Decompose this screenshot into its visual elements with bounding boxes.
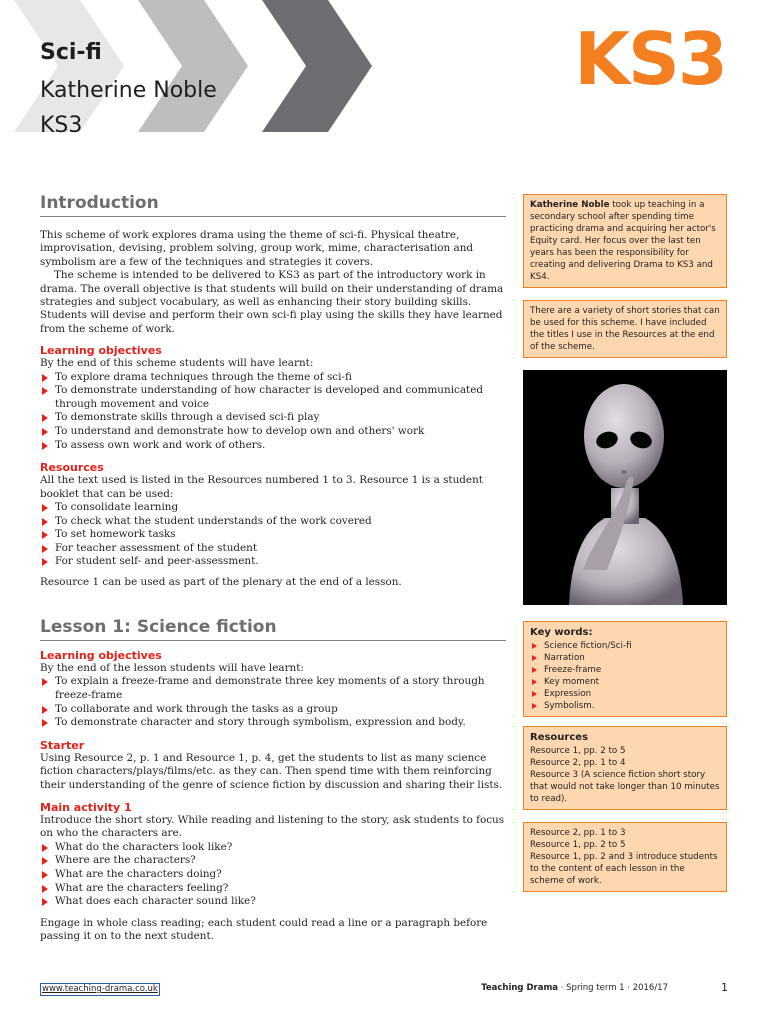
resource-line: Resource 2, pp. 1 to 3: [530, 828, 626, 838]
list-item: What do the characters look like?: [40, 841, 506, 855]
introduction-section: [40, 193, 506, 589]
list-item: To check what the student understands of the work covered: [40, 515, 506, 529]
list-item: To demonstrate understanding of how character is developed and communicated through movement and voice: [40, 384, 506, 411]
learning-objectives-intro: By the end of this scheme students will have learnt:: [40, 357, 314, 370]
resource-line: Resource 1, pp. 2 to 5: [530, 840, 626, 850]
list-item: To explore drama techniques through the theme of sci-fi: [40, 371, 506, 385]
list-item: To demonstrate skills through a devised sci-fi play: [40, 411, 506, 425]
list-item: To consolidate learning: [40, 501, 506, 515]
list-item: Narration: [530, 652, 720, 664]
lesson-1-section: [40, 617, 506, 944]
lesson-objectives-heading: Learning objectives: [40, 649, 162, 662]
main-activity-intro: Introduce the short story. While reading and listening to the story, ask students to focus on who the characters are.: [40, 814, 505, 840]
sidebar-resources-box-2: [523, 822, 727, 892]
key-words-box: [523, 621, 727, 717]
list-item: Key moment: [530, 676, 720, 688]
list-item: To understand and demonstrate how to develop own and others' work: [40, 425, 506, 439]
list-item: Science fiction/Sci-fi: [530, 640, 720, 652]
list-item: To demonstrate character and story through symbolism, expression and body.: [40, 716, 506, 730]
page-number: 1: [721, 981, 728, 994]
resource-line: Resource 3 (A science fiction short story that would not take longer than 10 minutes to read).: [530, 770, 720, 804]
key-words-list: [530, 640, 720, 712]
website-link[interactable]: www.teaching-drama.co.uk: [42, 984, 158, 994]
publication-name: Teaching Drama: [481, 983, 559, 993]
resources-intro: All the text used is listed in the Resources numbered 1 to 3. Resource 1 is a student booklet that can be used:: [40, 474, 483, 500]
list-item: Freeze-frame: [530, 664, 720, 676]
list-item: What are the characters doing?: [40, 868, 506, 882]
list-item: What does each character sound like?: [40, 895, 506, 909]
list-item: To assess own work and work of others.: [40, 439, 506, 453]
page-title: Sci-fi: [40, 40, 102, 65]
resource-line: Resource 2, pp. 1 to 4: [530, 758, 626, 768]
list-item: For student self- and peer-assessment.: [40, 555, 506, 569]
lesson-objectives-list: [40, 675, 506, 729]
resources-list: [40, 501, 506, 569]
main-activity-outro: Engage in whole class reading; each student could read a line or a paragraph before passing it on to the next student.: [40, 916, 488, 943]
intro-paragraph-1: This scheme of work explores drama using the theme of sci-fi. Physical theatre, improvisation, devising, problem solving, group work, mime, characterisation and symbolism are a few of the techniques and strategies it covers.: [40, 229, 474, 268]
issue-info: · Spring term 1 · 2016/17: [558, 983, 668, 993]
short-stories-note: There are a variety of short stories that can be used for this scheme. I have included the titles I use in the Resources at the end of the scheme.: [530, 306, 720, 352]
introduction-heading: Introduction: [40, 193, 506, 217]
list-item: What are the characters feeling?: [40, 882, 506, 896]
main-activity-list: [40, 841, 506, 909]
list-item: To set homework tasks: [40, 528, 506, 542]
list-item: Expression: [530, 688, 720, 700]
ks3-logo: KS3: [574, 17, 726, 101]
resources-heading: Resources: [40, 461, 104, 475]
sidebar-resources-box: [523, 726, 727, 810]
starter-heading: Starter: [40, 738, 85, 752]
list-item: Symbolism.: [530, 700, 720, 712]
alien-image: [523, 370, 727, 605]
main-activity-heading: Main activity 1: [40, 801, 132, 814]
intro-paragraph-2: The scheme is intended to be delivered to KS3 as part of the introductory work in drama. The overall objective is that students will build on their understanding of drama strategies and subject vocabulary, as well as enhancing their story building skills. Students will devise and perform their own sci-fi play using the skills they have learned from the scheme of work.: [40, 269, 504, 335]
list-item: For teacher assessment of the student: [40, 542, 506, 556]
lesson-objectives-intro: By the end of the lesson students will have learnt:: [40, 662, 304, 674]
short-stories-note-box: [523, 300, 727, 358]
key-words-heading: Key words:: [530, 627, 593, 638]
list-item: To explain a freeze-frame and demonstrate three key moments of a story through freeze-frame: [40, 675, 506, 702]
resources-outro: Resource 1 can be used as part of the plenary at the end of a lesson.: [40, 576, 402, 588]
level-label: KS3: [40, 113, 83, 138]
lesson-1-heading: Lesson 1: Science fiction: [40, 617, 506, 641]
sidebar-resources-heading: Resources: [530, 732, 589, 743]
footer-publication: [481, 983, 668, 994]
starter-text: Using Resource 2, p. 1 and Resource 1, p. 4, get the students to list as many science fiction characters/plays/films/etc. as they can. Then spend time with them reinforcing their understanding of the genre of science fiction by discussion and sharing their lists.: [40, 751, 503, 791]
list-item: Where are the characters?: [40, 854, 506, 868]
author-name: Katherine Noble: [40, 78, 217, 103]
bio-text: took up teaching in a secondary school after spending time practicing drama and acquiring her actor's Equity card. Her focus over the last ten years has been the responsibility for creating and delivering Drama to KS3 and KS4.: [530, 200, 716, 282]
learning-objectives-heading: Learning objectives: [40, 344, 162, 358]
bio-name: Katherine Noble: [530, 200, 610, 210]
alien-illustration: [523, 370, 727, 605]
list-item: To collaborate and work through the tasks as a group: [40, 703, 506, 717]
resource-line: Resource 1, pp. 2 and 3 introduce students to the content of each lesson in the scheme of work.: [530, 852, 718, 886]
author-bio-box: [523, 194, 727, 288]
learning-objectives-list: [40, 371, 506, 453]
resource-line: Resource 1, pp. 2 to 5: [530, 746, 626, 756]
